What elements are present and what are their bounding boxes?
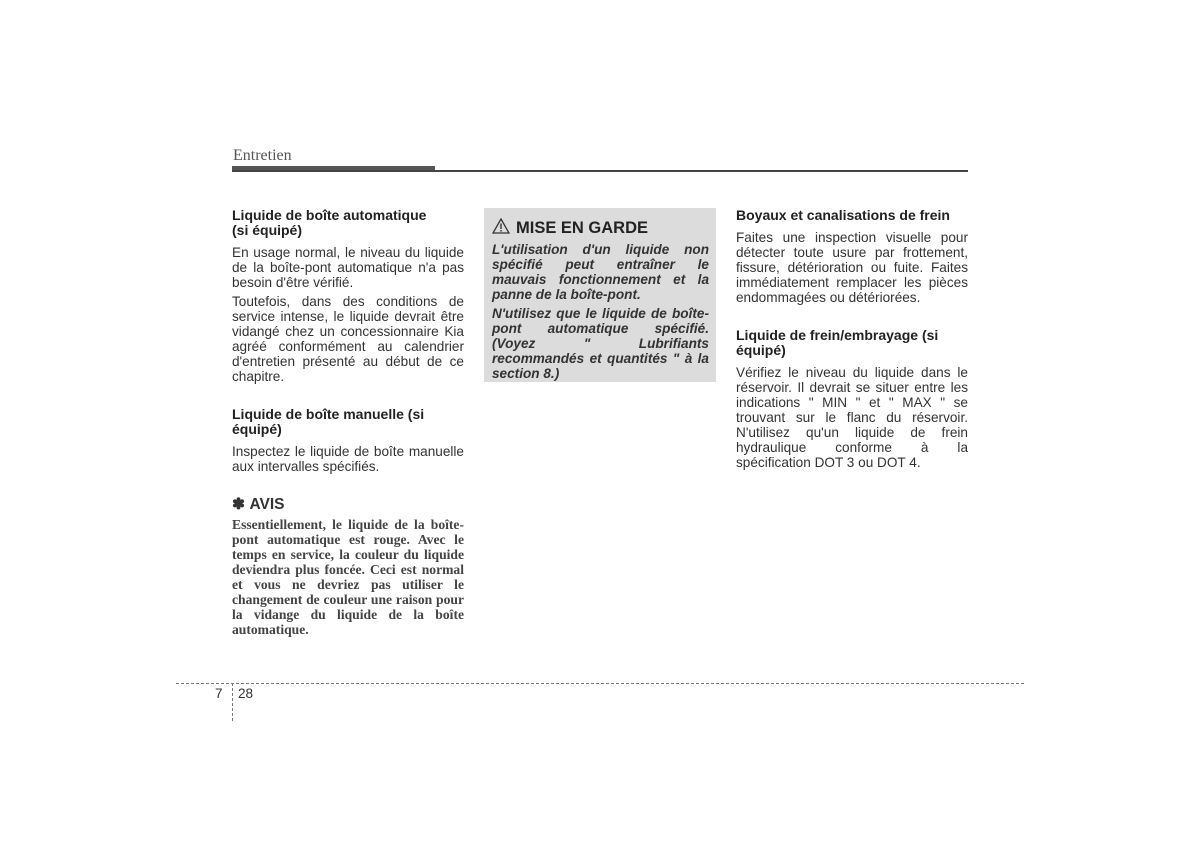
page-number: 28 — [238, 686, 254, 701]
manual-transmission-fluid-heading: Liquide de boîte manuelle (si équipé) — [232, 406, 425, 437]
warning-triangle-icon — [492, 218, 510, 239]
warning-title: MISE EN GARDE — [516, 219, 649, 237]
right-column — [736, 208, 968, 470]
auto-transmission-fluid-heading: Liquide de boîte automatique (si équipé) — [232, 207, 427, 238]
avis-asterisk-icon: ✽ — [232, 496, 245, 513]
warning-title-row — [492, 218, 709, 239]
auto-transmission-paragraph-1: En usage normal, le niveau du liquide de la boîte-pont automatique n'a pas besoin d'être vérifié. — [232, 245, 464, 290]
page-header-section: Entretien — [233, 147, 292, 164]
header-rule-thin — [232, 170, 968, 172]
footer-vertical-dashed-rule — [232, 683, 233, 721]
avis-heading — [232, 496, 464, 514]
warning-paragraph-2: N'utilisez que le liquide de boîte-pont automatique spécifié. (Voyez " Lubrifiants recommandés et quantités " à la section 8.) — [492, 306, 709, 381]
left-column — [232, 208, 464, 637]
manual-transmission-paragraph: Inspectez le liquide de boîte manuelle aux intervalles spécifiés. — [232, 444, 464, 474]
chapter-number: 7 — [215, 686, 223, 701]
brake-fluid-paragraph: Vérifiez le niveau du liquide dans le réservoir. Il devrait se situer entre les indications " MIN " et " MAX " se trouvant sur le flanc du réservoir. N'utilisez qu'un liquide de frein hydraulique conforme à la spécification DOT 3 ou DOT 4. — [736, 365, 968, 470]
warning-box — [484, 208, 716, 382]
brake-hoses-paragraph: Faites une inspection visuelle pour détecter toute usure par frottement, fissure, détérioration ou fuite. Faites immédiatement remplacer les pièces endommagées ou détériorées. — [736, 230, 968, 305]
brake-fluid-heading: Liquide de frein/embrayage (si équipé) — [736, 327, 939, 358]
avis-body: Essentiellement, le liquide de la boîte-pont automatique est rouge. Avec le temps en service, la couleur du liquide deviendra plus foncée. Ceci est normal et vous ne devriez pas utiliser le changement de couleur une raison pour la vidange du liquide de la boîte automatique. — [232, 517, 464, 637]
avis-title: AVIS — [249, 496, 285, 513]
footer-dashed-rule — [176, 683, 1024, 684]
middle-column — [484, 208, 716, 382]
brake-hoses-heading: Boyaux et canalisations de frein — [736, 207, 950, 223]
auto-transmission-paragraph-2: Toutefois, dans des conditions de service intense, le liquide devrait être vidangé chez un concessionnaire Kia agréé conformément au calendrier d'entretien présenté au début de ce chapitre. — [232, 294, 464, 384]
warning-paragraph-1: L'utilisation d'un liquide non spécifié peut entraîner le mauvais fonctionnement et la panne de la boîte-pont. — [492, 242, 709, 302]
